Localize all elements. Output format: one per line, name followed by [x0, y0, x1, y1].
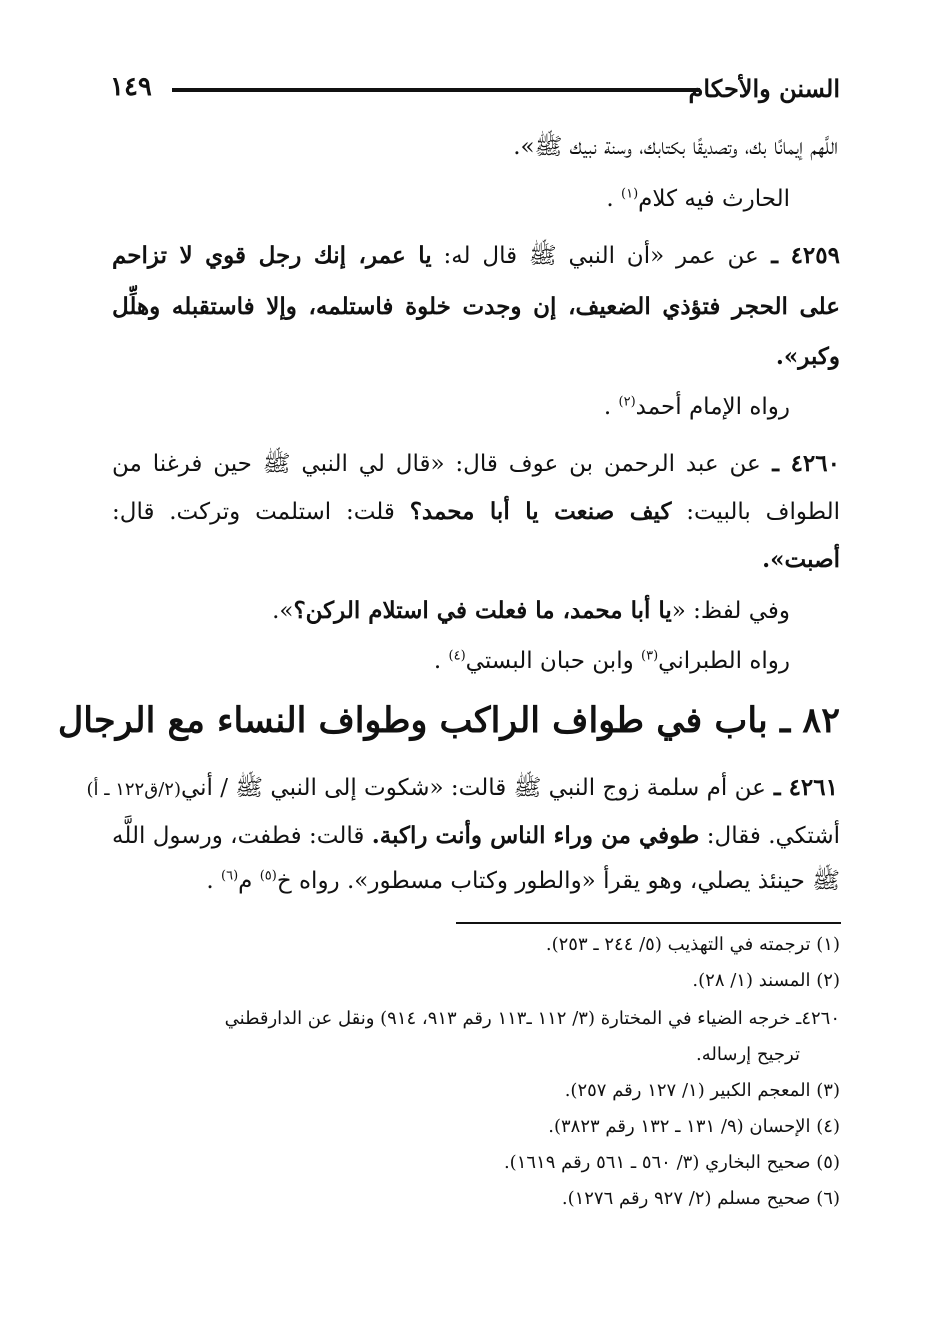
manuscript-marker: (٢/ق١٢٢ ـ أ) — [86, 779, 181, 800]
footnote: (٢) المسند (١/ ٢٨). — [692, 970, 840, 991]
footnote: (٥) صحيح البخاري (٣/ ٥٦٠ ـ ٥٦١ رقم ١٦١٩). — [503, 1152, 840, 1173]
footnote: ترجيح إرساله. — [696, 1044, 800, 1065]
text-line: أصبت». — [762, 546, 840, 573]
footnote: ٤٢٦٠ـ خرجه الضياء في المختارة (٣/ ١١٢ ـ١١٣ رقم ٩١٣، ٩١٤) ونقل عن الدارقطني — [224, 1008, 840, 1029]
text-line: الحارث فيه كلام$^{(١)}$ . — [606, 186, 790, 212]
text-line: الطواف بالبيت: كيف صنعت يا أبا محمد؟ قلت: استلمت وتركت. قال: — [112, 498, 840, 525]
text-line: وفي لفظ: «يا أبا محمد، ما فعلت في استلام الركن؟». — [272, 597, 790, 624]
running-title: السنن والأحكام — [688, 74, 840, 103]
footnote: (٣) المعجم الكبير (١/ ١٢٧ رقم ٢٥٧). — [564, 1080, 840, 1101]
footnote: (١) ترجمته في التهذيب (٥/ ٢٤٤ ـ ٢٥٣). — [545, 934, 840, 955]
hadith-4260: ٤٢٦٠ ـ عن عبد الرحمن بن عوف قال: «قال لي النبي ﷺ حين فرغنا من — [112, 450, 840, 477]
footnote: (٦) صحيح مسلم (٢/ ٩٢٧ رقم ١٢٧٦). — [561, 1188, 840, 1209]
text-line: أشتكي. فقال: طوفي من وراء الناس وأنت راكبة. قالت: فطفت، ورسول اللَّه — [112, 822, 840, 849]
page-header — [110, 72, 840, 108]
footnote-ref: (٤) — [448, 648, 466, 664]
footnote-separator — [456, 922, 841, 924]
hadith-number: ٤٢٦٠ ـ — [760, 450, 840, 477]
footnote-ref: (٢) — [618, 394, 636, 410]
footnote-ref: (٦) — [221, 868, 239, 884]
text-line: على الحجر فتؤذي الضعيف، إن وجدت خلوة فاستلمه، وإلا فاستقبله وهلِّل — [112, 293, 840, 320]
header-rule — [172, 88, 700, 92]
text-line: وكبر». — [775, 343, 840, 370]
hadith-4261: ٤٢٦١ ـ عن أم سلمة زوج النبي ﷺ قالت: «شكوت إلى النبي ﷺ / أني(٢/ق١٢٢ ـ أ) — [86, 774, 838, 801]
footnote-ref: (١) — [621, 186, 639, 202]
text-line: اللَّهم إيمانًا بك، وتصديقًا بكتابك، وسنة نبيك ﷺ». — [513, 134, 838, 160]
text-line: رواه الطبراني$^{(٣)}$ وابن حبان البستي$^{(٤)}$ . — [433, 648, 790, 674]
hadith-number: ٤٢٦١ ـ — [765, 774, 838, 801]
footnote-ref: (٥) — [259, 868, 277, 884]
hadith-number: ٤٢٥٩ ـ — [758, 242, 840, 269]
text-line: رواه الإمام أحمد$^{(٢)}$ . — [603, 394, 790, 420]
page-number: ١٤٩ — [110, 72, 152, 102]
footnote-ref: (٣) — [641, 648, 659, 664]
hadith-4259: ٤٢٥٩ ـ عن عمر «أن النبي ﷺ قال له: يا عمر، إنك رجل قوي لا تزاحم — [112, 242, 840, 269]
footnote: (٤) الإحسان (٩/ ١٣١ ـ ١٣٢ رقم ٣٨٢٣). — [548, 1116, 840, 1137]
text-line: ﷺ حينئذ يصلي، وهو يقرأ «والطور وكتاب مسطور». رواه خ$^{(٥)}$ م$^{(٦)}$ . — [206, 868, 840, 894]
chapter-title: ٨٢ ـ باب في طواف الراكب وطواف النساء مع الرجال — [57, 700, 840, 741]
